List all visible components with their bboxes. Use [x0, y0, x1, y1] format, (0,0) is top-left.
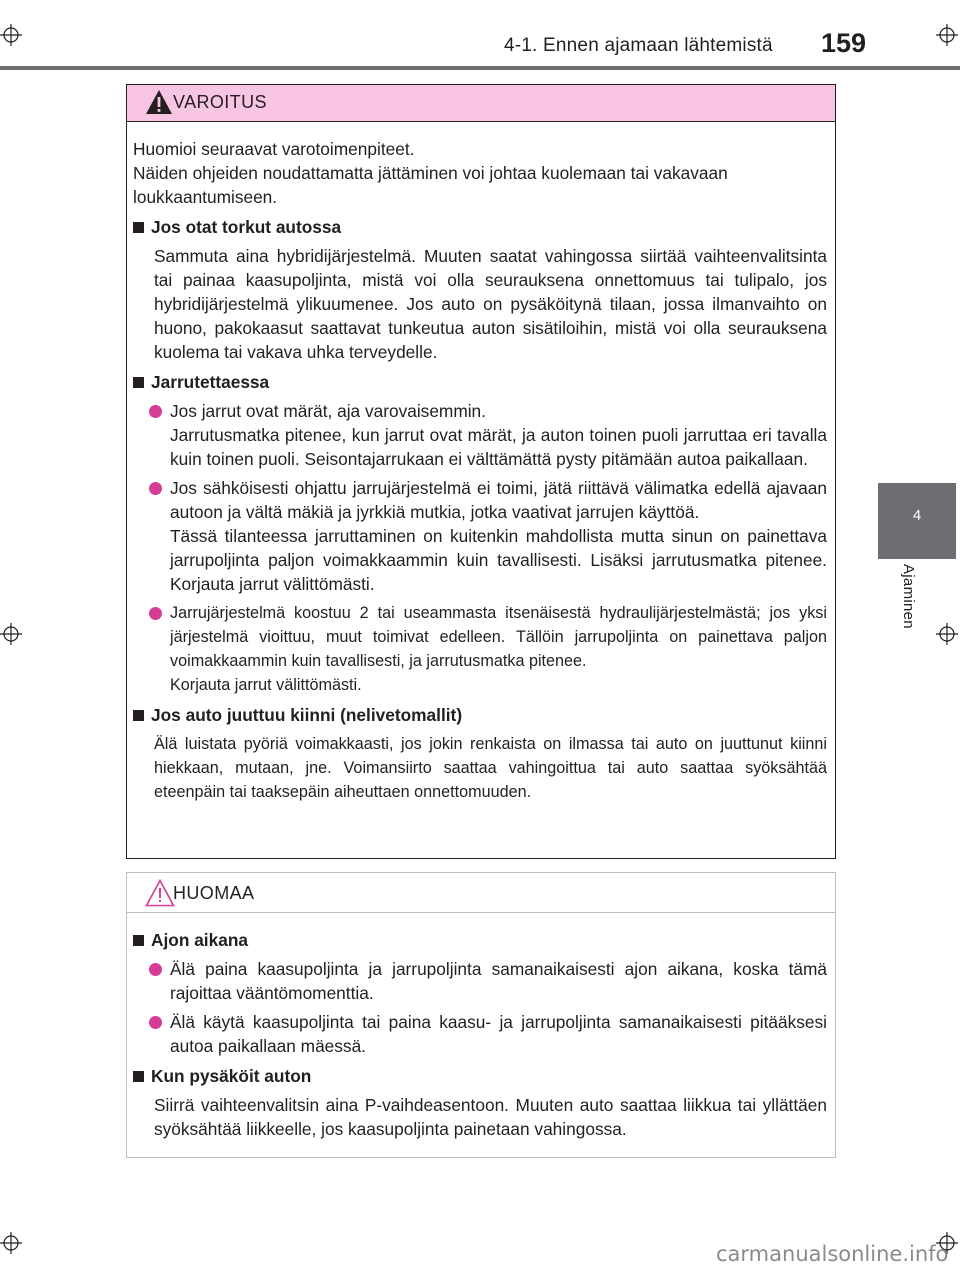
warning-intro-1: Huomioi seuraavat varotoimenpiteet. [133, 139, 415, 159]
chapter-number: 4 [912, 507, 922, 524]
warning-box [126, 84, 836, 859]
registration-mark-icon [936, 24, 958, 46]
header-rule [0, 66, 960, 70]
page-number: 159 [821, 28, 867, 58]
section-title: 4-1. Ennen ajamaan lähtemistä [504, 35, 773, 56]
watermark[interactable]: carmanualsonline.info [716, 1242, 949, 1266]
square-bullet-icon [133, 222, 144, 233]
circle-bullet-icon [149, 607, 162, 620]
braking-bullet-1: Jos jarrut ovat märät, aja varovaisemmin. Jarrutusmatka pitenee, kun jarrut ovat märät, ja auton toinen puoli jarruttaa eri tavalla kuin toinen puoli. Seisontajarrukaan ei välttämättä pysty pitämään autoa paikallaan. [133, 399, 827, 471]
warning-triangle-icon [145, 89, 173, 120]
circle-bullet-icon [149, 405, 162, 418]
square-bullet-icon [133, 1071, 144, 1082]
stuck-text: Älä luistata pyöriä voimakkaasti, jos jokin renkaista on ilmassa tai auto on juuttunut kiinni hiekkaan, mutaan, jne. Voimansiirto saattaa vahingoittua tai auto saattaa syöksähtää eteenpäin tai taaksepäin aiheuttaen onnettomuuden. [154, 735, 827, 801]
circle-bullet-icon [149, 1016, 162, 1029]
notice-title: HUOMAA [173, 883, 255, 903]
parking-text: Siirrä vaihteenvalitsin aina P-vaihdeasentoon. Muuten auto saattaa liikkua tai yllättäen syöksähtää liikkeelle, jos kaasupoljinta painetaan vahingossa. [154, 1095, 827, 1139]
driving-bullet-1: Älä paina kaasupoljinta ja jarrupoljinta samanaikaisesti ajon aikana, koska tämä rajoittaa vääntömomenttia. [133, 957, 827, 1005]
square-bullet-icon [133, 710, 144, 721]
notice-header [127, 873, 835, 913]
registration-mark-icon [0, 1232, 22, 1254]
notice-body [133, 928, 827, 1141]
warning-header [127, 85, 835, 122]
parking-heading: Kun pysäköit auton [133, 1064, 827, 1088]
warning-intro-2: Näiden ohjeiden noudattamatta jättäminen voi johtaa kuolemaan tai vakavaan loukkaantumiseen. [133, 163, 728, 207]
warning-title: VAROITUS [173, 92, 267, 112]
nap-text: Sammuta aina hybridijärjestelmä. Muuten saatat vahingossa siirtää vaihteenvalitsinta tai painaa kaasupoljinta, mistä voi olla seurauksena onnettomuus tai tulipalo, jos hybridijärjestelmä ylikuumenee. Jos auto on pysäköitynä tilaan, jossa ilmanvaihto on huono, pakokaasut saattavat tunkeutua auton sisätiloihin, mistä voi olla seurauksena kuolema tai vakava uhka terveydelle. [154, 246, 827, 362]
braking-bullet-2: Jos sähköisesti ohjattu jarrujärjestelmä ei toimi, jätä riittävä välimatka edellä ajavaan autoon ja vältä mäkiä ja jyrkkiä mutkia, jotka vaativat jarrujen käyttöä. Tässä tilanteessa jarruttaminen on kuitenkin mahdollista mutta sinun on painettava jarrupoljinta paljon voimakkaammin kuin tavallisesti. Lisäksi jarrutusmatka pitenee. Korjauta jarrut välittömästi. [133, 476, 827, 596]
chapter-tab[interactable] [878, 483, 956, 559]
warning-body [133, 137, 827, 804]
braking-bullet-3: Jarrujärjestelmä koostuu 2 tai useammasta itsenäisestä hydraulijärjestelmästä; jos yksi järjestelmä vioittuu, muut toimivat edelleen. Tällöin jarrupoljinta on painettava paljon voimakkaammin kuin tavallisesti, ja jarrutusmatka pitenee. Korjauta jarrut välittömästi. [133, 601, 827, 697]
circle-bullet-icon [149, 482, 162, 495]
nap-heading: Jos otat torkut autossa [133, 215, 827, 239]
registration-mark-icon [936, 623, 958, 645]
square-bullet-icon [133, 935, 144, 946]
braking-heading: Jarrutettaessa [133, 370, 827, 394]
driving-bullet-2: Älä käytä kaasupoljinta tai paina kaasu- ja jarrupoljinta samanaikaisesti pitääksesi autoa paikallaan mäessä. [133, 1010, 827, 1058]
registration-mark-icon [0, 24, 22, 46]
registration-mark-icon [0, 623, 22, 645]
stuck-heading: Jos auto juuttuu kiinni (nelivetomallit) [133, 703, 827, 727]
chapter-label: Ajaminen [900, 564, 917, 629]
driving-heading: Ajon aikana [133, 928, 827, 952]
square-bullet-icon [133, 377, 144, 388]
notice-box [126, 872, 836, 1158]
circle-bullet-icon [149, 963, 162, 976]
notice-triangle-icon [145, 879, 175, 912]
